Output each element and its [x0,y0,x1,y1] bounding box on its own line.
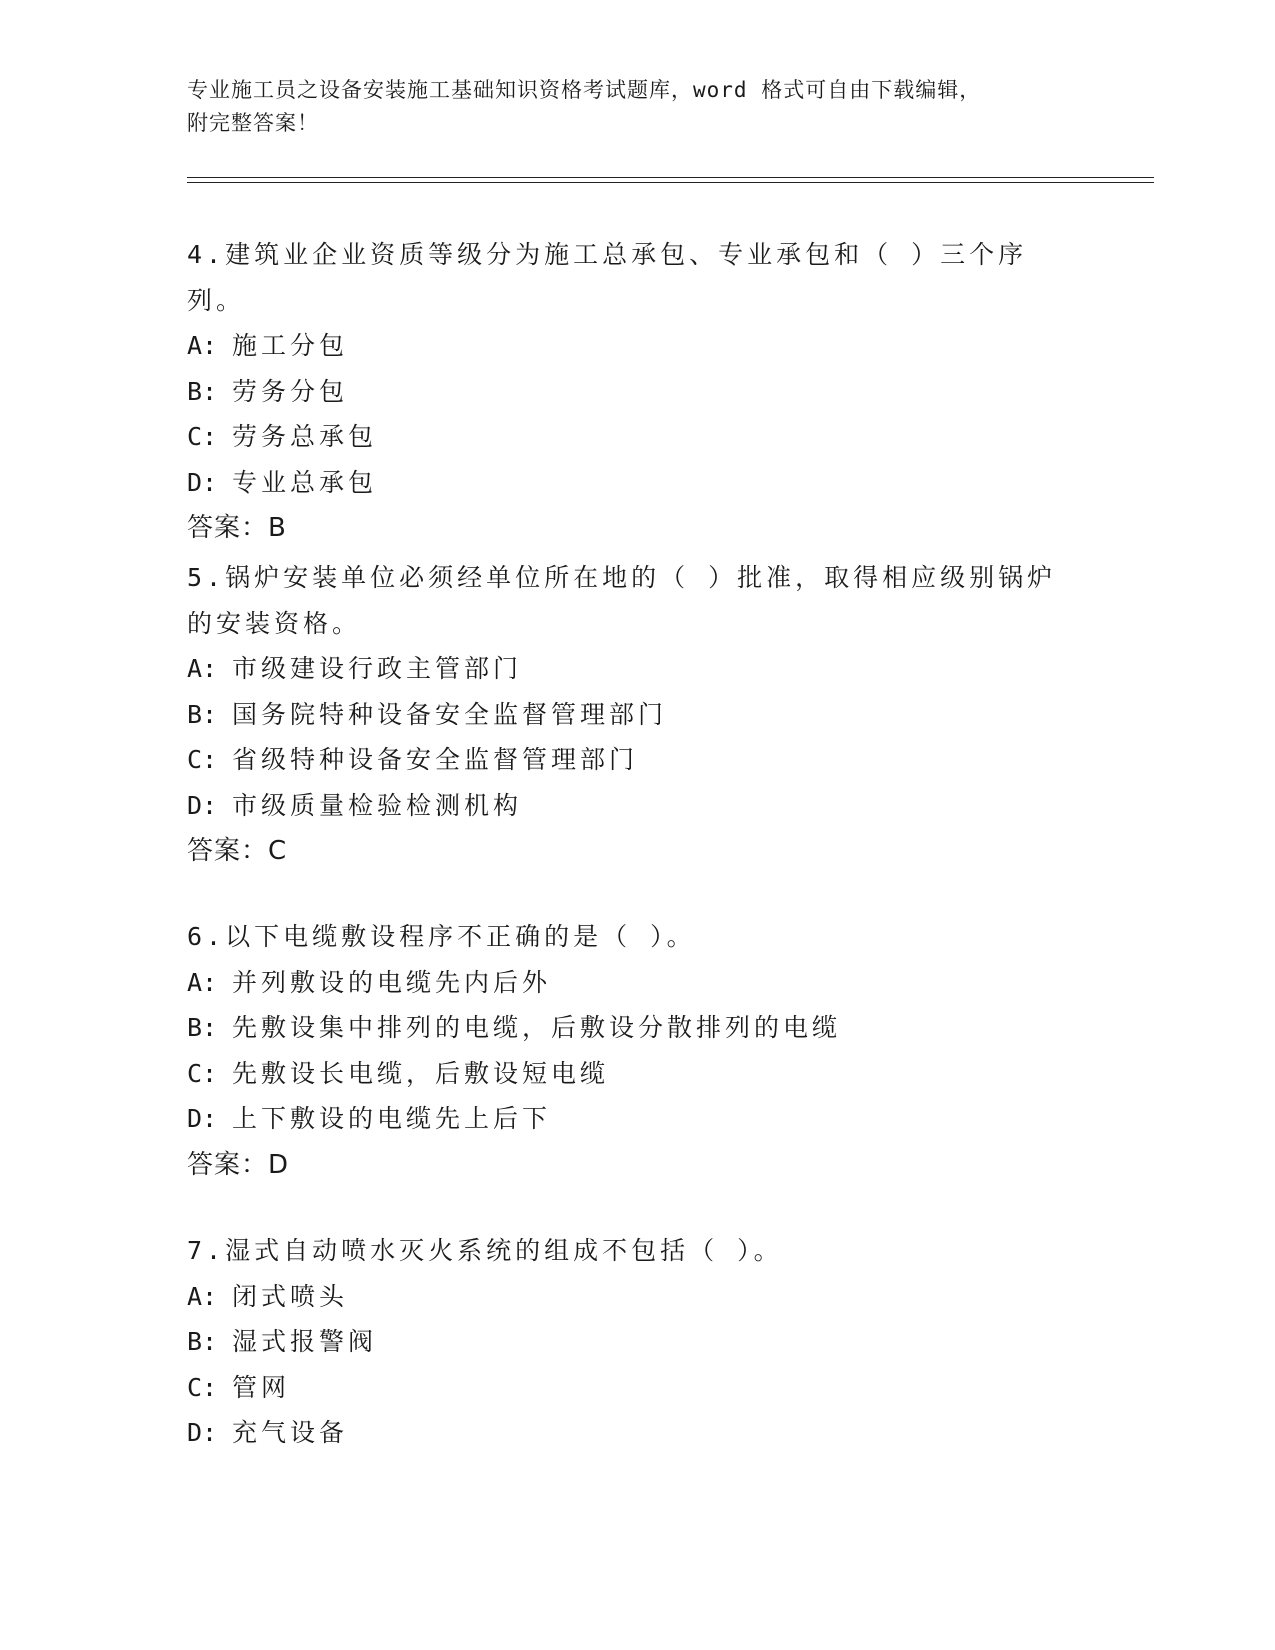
option-a [187,323,1087,369]
header-line-1: 专业施工员之设备安装施工基础知识资格考试题库，word 格式可自由下载编辑， [187,78,982,102]
option-d [187,1410,1087,1456]
option-key: B: [187,376,218,406]
option-key: B: [187,1327,218,1356]
option-key: C: [187,745,218,774]
option-text: 闭式喷头 [232,1281,349,1311]
option-a [187,960,1087,1006]
option-key: C: [187,422,218,451]
header-divider-bottom [187,182,1154,183]
option-key: D: [187,1418,218,1447]
question-stem: 7.湿式自动喷水灭火系统的组成不包括（ ）。 [187,1236,783,1265]
option-d [187,783,1087,829]
answer: 答案：B [187,513,287,543]
option-text: 管网 [232,1372,291,1402]
option-d [187,460,1087,506]
header-line-2: 附完整答案！ [187,111,319,135]
option-b [187,1005,1087,1051]
question-4 [187,232,1087,551]
option-text: 充气设备 [232,1418,349,1447]
option-key: D: [187,1104,218,1133]
option-text: 劳务总承包 [232,422,378,451]
option-a [187,1274,1087,1320]
question-stem: 5.锅炉安装单位必须经单位所在地的（ ）批准，取得相应级别锅炉的安装资格。 [187,563,1057,638]
option-text: 省级特种设备安全监督管理部门 [232,745,639,774]
option-d [187,1096,1087,1142]
question-7 [187,1228,1087,1456]
option-key: B: [187,1013,218,1042]
option-text: 专业总承包 [232,467,378,497]
option-text: 先敷设集中排列的电缆，后敷设分散排列的电缆 [232,1013,842,1042]
document-header [187,74,1087,140]
option-a [187,646,1087,692]
question-5 [187,555,1087,874]
option-b [187,692,1087,738]
option-key: D: [187,790,218,820]
option-text: 市级建设行政主管部门 [232,654,523,683]
option-key: C: [187,1372,218,1402]
question-stem: 4.建筑业企业资质等级分为施工总承包、专业承包和（ ）三个序列。 [187,240,1028,315]
option-text: 上下敷设的电缆先上后下 [232,1104,552,1133]
option-text: 施工分包 [232,331,349,360]
option-key: B: [187,699,218,729]
option-text: 并列敷设的电缆先内后外 [232,967,552,997]
header-divider-top [187,177,1154,178]
answer: 答案：D [187,1149,290,1180]
option-c [187,414,1087,460]
option-text: 湿式报警阀 [232,1327,378,1356]
option-b [187,1319,1087,1365]
option-b [187,369,1087,415]
option-c [187,1365,1087,1411]
option-key: D: [187,467,218,497]
question-6 [187,914,1087,1188]
option-key: C: [187,1058,218,1088]
option-c [187,737,1087,783]
option-text: 市级质量检验检测机构 [232,790,523,820]
answer: 答案：C [187,836,288,866]
option-key: A: [187,331,218,360]
option-key: A: [187,967,218,997]
option-key: A: [187,654,218,683]
option-text: 劳务分包 [232,376,349,406]
option-text: 先敷设长电缆，后敷设短电缆 [232,1058,610,1088]
option-c [187,1051,1087,1097]
option-key: A: [187,1281,218,1311]
question-stem: 6.以下电缆敷设程序不正确的是（ ）。 [187,922,696,951]
option-text: 国务院特种设备安全监督管理部门 [232,699,668,729]
